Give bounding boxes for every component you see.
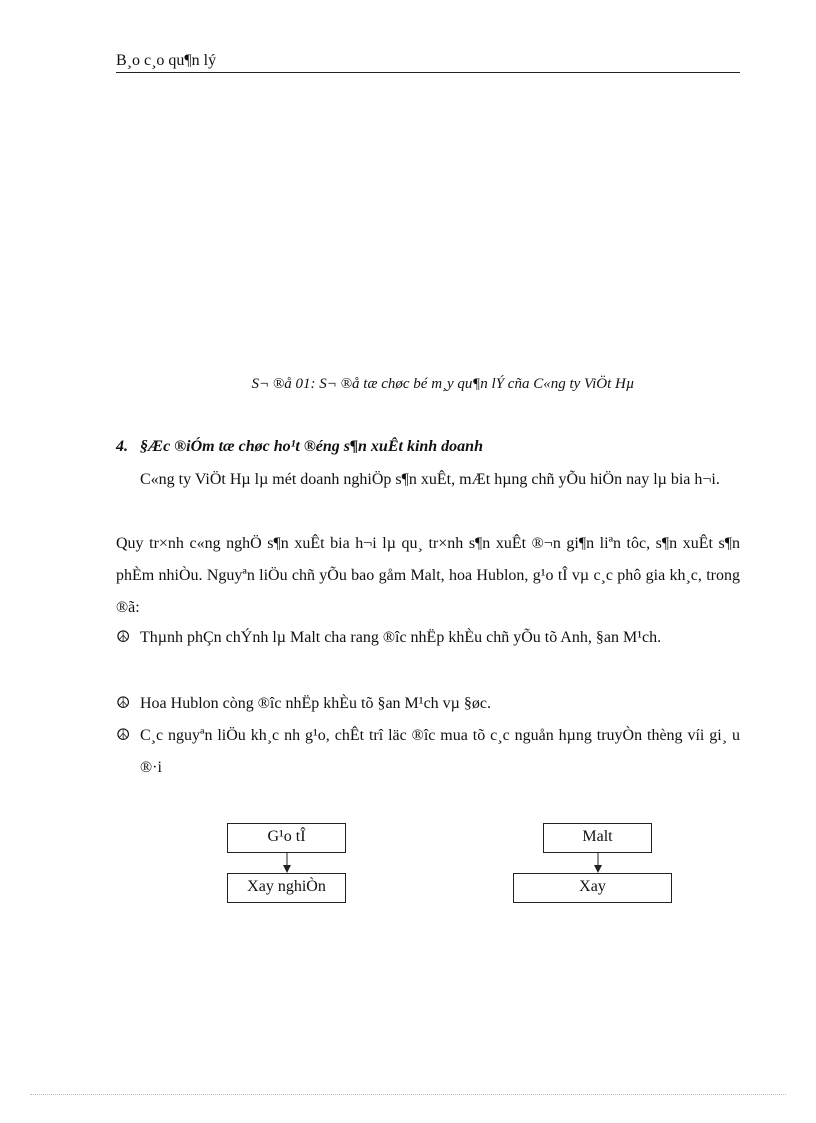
bullet-text: Hoa Hublon còng ®îc nhËp khÈu tõ §an M¹ch vµ §øc. (140, 695, 491, 712)
bullet-sun-icon: ☮ (116, 695, 131, 712)
flow-box-malt: Malt (543, 823, 652, 853)
bullet-sun-icon: ☮ (116, 629, 131, 646)
page-header (116, 52, 740, 73)
bullet-item-3 (116, 720, 740, 784)
flow-box-milling: Xay (513, 873, 672, 903)
bullet-item-2 (116, 688, 740, 720)
bullet-text: Thµnh phÇn chÝnh lµ Malt cha rang ®îc nhËp khÈu chñ yÕu tõ Anh, §an M¹ch. (140, 629, 662, 646)
paragraph-1: C«ng ty ViÖt Hµ lµ mét doanh nghiÖp s¶n xuÊt, mÆt hµng chñ yÕu hiÖn nay lµ bia h¬i. (140, 471, 720, 488)
paragraph-2: Quy tr×nh c«ng nghÖ s¶n xuÊt bia h¬i lµ qu¸ tr×nh s¶n xuÊt ®¬n gi¶n liªn tôc, s¶n xuÊt s¶n phÈm nhiÒu. Nguyªn liÖu chñ yÕu bao gåm Malt, hoa Hublon, g¹o tÎ vµ c¸c phô gia kh¸c, trong ®ã: (116, 535, 740, 616)
figure-caption: S¬ ®å 01: S¬ ®å tæ chøc bé m¸y qu¶n lÝ cña C«ng ty ViÖt Hµ (251, 376, 635, 392)
flow-box-grinding: Xay nghiÒn (227, 873, 346, 903)
section-number: 4. (116, 438, 128, 455)
arrow-down-icon (593, 853, 603, 873)
bullet-item-1 (116, 622, 740, 654)
page-bottom-divider (30, 1094, 786, 1095)
arrow-down-icon (282, 853, 292, 873)
section-title: §Æc ®iÓm tæ chøc ho¹t ®éng s¶n xuÊt kinh doanh (140, 438, 483, 455)
flow-box-rice: G¹o tÎ (227, 823, 346, 853)
bullet-text: C¸c nguyªn liÖu kh¸c nh g¹o, chÊt trî läc ®îc mua tõ c¸c nguån hµng truyÒn thèng víi gi¸ u ®·i (140, 727, 740, 776)
bullet-sun-icon: ☮ (116, 727, 131, 744)
header-title: B¸o c¸o qu¶n lý (116, 52, 217, 69)
section-heading (116, 438, 483, 456)
